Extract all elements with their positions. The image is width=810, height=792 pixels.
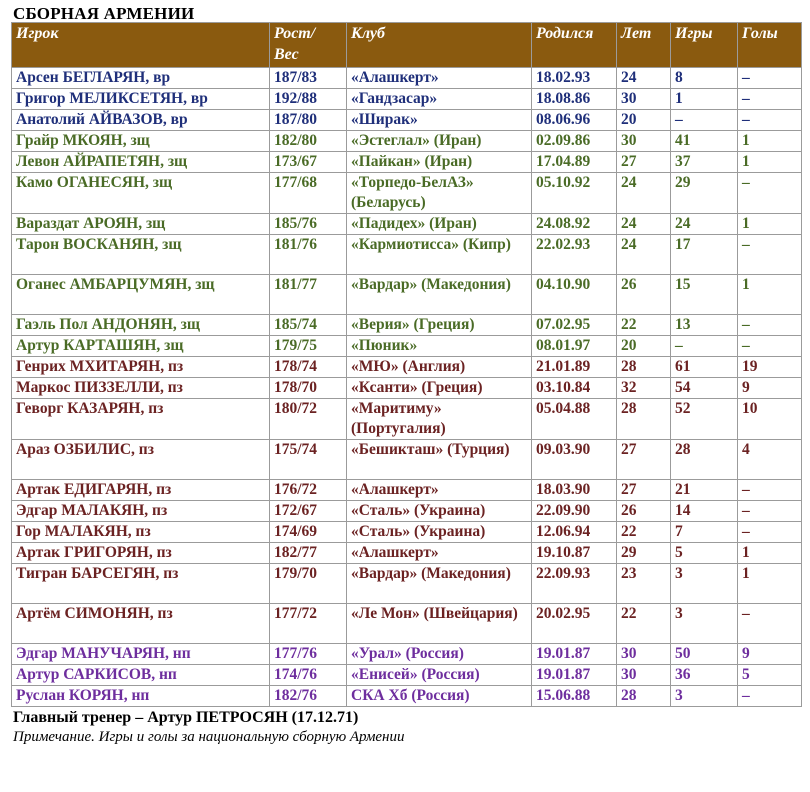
age-cell: 26 [617, 275, 671, 315]
goals-cell: – [738, 235, 802, 275]
games-cell: 29 [671, 173, 738, 214]
games-cell: 50 [671, 644, 738, 665]
birth-date-cell: 18.08.86 [532, 89, 617, 110]
player-name-cell: Тарон ВОСКАНЯН, зщ [12, 235, 270, 275]
player-name-cell: Камо ОГАНЕСЯН, зщ [12, 173, 270, 214]
age-cell: 22 [617, 315, 671, 336]
club-cell: «МЮ» (Англия) [347, 357, 532, 378]
table-row [12, 315, 802, 336]
birth-date-cell: 20.02.95 [532, 604, 617, 644]
games-cell: – [671, 336, 738, 357]
age-cell: 22 [617, 604, 671, 644]
birth-date-cell: 08.06.96 [532, 110, 617, 131]
table-row [12, 152, 802, 173]
table-body [12, 68, 802, 707]
age-cell: 30 [617, 665, 671, 686]
club-cell: «Вардар» (Македония) [347, 275, 532, 315]
height-weight-cell: 176/72 [270, 480, 347, 501]
games-cell: 52 [671, 399, 738, 440]
games-cell: 36 [671, 665, 738, 686]
table-row [12, 686, 802, 707]
table-row [12, 89, 802, 110]
games-cell: 13 [671, 315, 738, 336]
player-name-cell: Артак ЕДИГАРЯН, пз [12, 480, 270, 501]
table-row [12, 522, 802, 543]
player-name-cell: Левон АЙРАПЕТЯН, зщ [12, 152, 270, 173]
games-cell: 21 [671, 480, 738, 501]
table-row [12, 399, 802, 440]
age-cell: 24 [617, 68, 671, 89]
birth-date-cell: 19.01.87 [532, 644, 617, 665]
goals-cell: 5 [738, 665, 802, 686]
goals-cell: 1 [738, 131, 802, 152]
player-name-cell: Эдгар МАЛАКЯН, пз [12, 501, 270, 522]
age-cell: 26 [617, 501, 671, 522]
height-weight-cell: 179/70 [270, 564, 347, 604]
player-name-cell: Гор МАЛАКЯН, пз [12, 522, 270, 543]
height-weight-cell: 187/80 [270, 110, 347, 131]
table-row [12, 543, 802, 564]
player-name-cell: Артём СИМОНЯН, пз [12, 604, 270, 644]
player-name-cell: Геворг КАЗАРЯН, пз [12, 399, 270, 440]
birth-date-cell: 19.10.87 [532, 543, 617, 564]
club-cell: «Эстеглал» (Иран) [347, 131, 532, 152]
height-weight-cell: 175/74 [270, 440, 347, 480]
age-cell: 30 [617, 644, 671, 665]
goals-cell: – [738, 315, 802, 336]
club-cell: «Пюник» [347, 336, 532, 357]
table-row [12, 336, 802, 357]
goals-cell: – [738, 522, 802, 543]
club-cell: «Кармиотисса» (Кипр) [347, 235, 532, 275]
height-weight-cell: 172/67 [270, 501, 347, 522]
games-cell: 24 [671, 214, 738, 235]
birth-date-cell: 18.03.90 [532, 480, 617, 501]
squad-table [11, 22, 802, 707]
games-cell: 3 [671, 686, 738, 707]
age-cell: 32 [617, 378, 671, 399]
height-weight-cell: 181/76 [270, 235, 347, 275]
header-height-weight: Рост/ Вес [270, 23, 347, 68]
height-weight-cell: 187/83 [270, 68, 347, 89]
games-cell: 1 [671, 89, 738, 110]
height-weight-cell: 173/67 [270, 152, 347, 173]
player-name-cell: Эдгар МАНУЧАРЯН, нп [12, 644, 270, 665]
table-row [12, 357, 802, 378]
player-name-cell: Грайр МКОЯН, зщ [12, 131, 270, 152]
birth-date-cell: 05.04.88 [532, 399, 617, 440]
age-cell: 28 [617, 399, 671, 440]
height-weight-cell: 177/76 [270, 644, 347, 665]
goals-cell: 1 [738, 214, 802, 235]
birth-date-cell: 09.03.90 [532, 440, 617, 480]
table-row [12, 173, 802, 214]
birth-date-cell: 08.01.97 [532, 336, 617, 357]
height-weight-cell: 177/68 [270, 173, 347, 214]
club-cell: «Маритиму» (Португалия) [347, 399, 532, 440]
age-cell: 20 [617, 110, 671, 131]
age-cell: 27 [617, 480, 671, 501]
club-cell: «Падидех» (Иран) [347, 214, 532, 235]
club-cell: «Пайкан» (Иран) [347, 152, 532, 173]
club-cell: «Вардар» (Македония) [347, 564, 532, 604]
club-cell: «Верия» (Греция) [347, 315, 532, 336]
birth-date-cell: 22.09.90 [532, 501, 617, 522]
age-cell: 28 [617, 357, 671, 378]
goals-cell: 1 [738, 275, 802, 315]
games-cell: – [671, 110, 738, 131]
age-cell: 28 [617, 686, 671, 707]
games-cell: 8 [671, 68, 738, 89]
table-row [12, 378, 802, 399]
table-row [12, 214, 802, 235]
height-weight-cell: 182/76 [270, 686, 347, 707]
goals-cell: 4 [738, 440, 802, 480]
goals-cell: – [738, 110, 802, 131]
club-cell: «Алашкерт» [347, 68, 532, 89]
goals-cell: 1 [738, 152, 802, 173]
age-cell: 22 [617, 522, 671, 543]
club-cell: «Ширак» [347, 110, 532, 131]
club-cell: СКА Хб (Россия) [347, 686, 532, 707]
goals-cell: – [738, 604, 802, 644]
player-name-cell: Руслан КОРЯН, нп [12, 686, 270, 707]
height-weight-cell: 185/76 [270, 214, 347, 235]
table-row [12, 440, 802, 480]
player-name-cell: Арсен БЕГЛАРЯН, вр [12, 68, 270, 89]
player-name-cell: Артур КАРТАШЯН, зщ [12, 336, 270, 357]
height-weight-cell: 182/77 [270, 543, 347, 564]
player-name-cell: Гаэль Пол АНДОНЯН, зщ [12, 315, 270, 336]
height-weight-cell: 182/80 [270, 131, 347, 152]
games-cell: 61 [671, 357, 738, 378]
height-weight-cell: 179/75 [270, 336, 347, 357]
age-cell: 30 [617, 131, 671, 152]
height-weight-cell: 174/69 [270, 522, 347, 543]
height-weight-cell: 178/70 [270, 378, 347, 399]
birth-date-cell: 02.09.86 [532, 131, 617, 152]
club-cell: «Енисей» (Россия) [347, 665, 532, 686]
age-cell: 27 [617, 152, 671, 173]
player-name-cell: Артак ГРИГОРЯН, пз [12, 543, 270, 564]
birth-date-cell: 19.01.87 [532, 665, 617, 686]
height-weight-cell: 192/88 [270, 89, 347, 110]
age-cell: 24 [617, 235, 671, 275]
birth-date-cell: 22.09.93 [532, 564, 617, 604]
table-row [12, 665, 802, 686]
player-name-cell: Анатолий АЙВАЗОВ, вр [12, 110, 270, 131]
page-title: СБОРНАЯ АРМЕНИИ [13, 4, 195, 23]
player-name-cell: Маркос ПИЗЗЕЛЛИ, пз [12, 378, 270, 399]
games-cell: 17 [671, 235, 738, 275]
header-born: Родился [532, 23, 617, 68]
table-row [12, 110, 802, 131]
goals-cell: 10 [738, 399, 802, 440]
footnote: Примечание. Игры и голы за национальную сборную Армении [13, 729, 405, 745]
player-name-cell: Григор МЕЛИКСЕТЯН, вр [12, 89, 270, 110]
goals-cell: 1 [738, 543, 802, 564]
header-age: Лет [617, 23, 671, 68]
document-page [11, 5, 801, 747]
table-row [12, 235, 802, 275]
goals-cell: – [738, 336, 802, 357]
club-cell: «Ксанти» (Греция) [347, 378, 532, 399]
club-cell: «Сталь» (Украина) [347, 501, 532, 522]
header-games: Игры [671, 23, 738, 68]
goals-cell: – [738, 173, 802, 214]
head-coach: Главный тренер – Артур ПЕТРОСЯН (17.12.71) [13, 709, 359, 726]
table-row [12, 604, 802, 644]
height-weight-cell: 178/74 [270, 357, 347, 378]
age-cell: 27 [617, 440, 671, 480]
player-name-cell: Вараздат АРОЯН, зщ [12, 214, 270, 235]
club-cell: «Алашкерт» [347, 543, 532, 564]
goals-cell: – [738, 68, 802, 89]
goals-cell: 19 [738, 357, 802, 378]
goals-cell: – [738, 686, 802, 707]
height-weight-cell: 174/76 [270, 665, 347, 686]
club-cell: «Алашкерт» [347, 480, 532, 501]
table-header-row [12, 23, 802, 68]
goals-cell: 1 [738, 564, 802, 604]
games-cell: 3 [671, 604, 738, 644]
table-row [12, 480, 802, 501]
games-cell: 3 [671, 564, 738, 604]
games-cell: 41 [671, 131, 738, 152]
table-row [12, 564, 802, 604]
age-cell: 30 [617, 89, 671, 110]
age-cell: 23 [617, 564, 671, 604]
club-cell: «Торпедо-БелАЗ» (Беларусь) [347, 173, 532, 214]
goals-cell: – [738, 480, 802, 501]
player-name-cell: Араз ОЗБИЛИС, пз [12, 440, 270, 480]
birth-date-cell: 05.10.92 [532, 173, 617, 214]
player-name-cell: Тигран БАРСЕГЯН, пз [12, 564, 270, 604]
games-cell: 5 [671, 543, 738, 564]
birth-date-cell: 18.02.93 [532, 68, 617, 89]
club-cell: «Урал» (Россия) [347, 644, 532, 665]
header-goals: Голы [738, 23, 802, 68]
player-name-cell: Генрих МХИТАРЯН, пз [12, 357, 270, 378]
club-cell: «Гандзасар» [347, 89, 532, 110]
games-cell: 15 [671, 275, 738, 315]
player-name-cell: Артур САРКИСОВ, нп [12, 665, 270, 686]
goals-cell: 9 [738, 378, 802, 399]
birth-date-cell: 07.02.95 [532, 315, 617, 336]
games-cell: 37 [671, 152, 738, 173]
birth-date-cell: 22.02.93 [532, 235, 617, 275]
birth-date-cell: 03.10.84 [532, 378, 617, 399]
birth-date-cell: 12.06.94 [532, 522, 617, 543]
games-cell: 14 [671, 501, 738, 522]
birth-date-cell: 04.10.90 [532, 275, 617, 315]
club-cell: «Сталь» (Украина) [347, 522, 532, 543]
games-cell: 54 [671, 378, 738, 399]
table-row [12, 644, 802, 665]
age-cell: 20 [617, 336, 671, 357]
table-row [12, 68, 802, 89]
age-cell: 24 [617, 214, 671, 235]
height-weight-cell: 177/72 [270, 604, 347, 644]
header-player: Игрок [12, 23, 270, 68]
goals-cell: – [738, 501, 802, 522]
header-club: Клуб [347, 23, 532, 68]
birth-date-cell: 15.06.88 [532, 686, 617, 707]
height-weight-cell: 180/72 [270, 399, 347, 440]
games-cell: 7 [671, 522, 738, 543]
games-cell: 28 [671, 440, 738, 480]
table-row [12, 275, 802, 315]
club-cell: «Бешикташ» (Турция) [347, 440, 532, 480]
table-row [12, 501, 802, 522]
player-name-cell: Оганес АМБАРЦУМЯН, зщ [12, 275, 270, 315]
table-row [12, 131, 802, 152]
birth-date-cell: 24.08.92 [532, 214, 617, 235]
birth-date-cell: 17.04.89 [532, 152, 617, 173]
age-cell: 29 [617, 543, 671, 564]
age-cell: 24 [617, 173, 671, 214]
goals-cell: – [738, 89, 802, 110]
birth-date-cell: 21.01.89 [532, 357, 617, 378]
club-cell: «Ле Мон» (Швейцария) [347, 604, 532, 644]
height-weight-cell: 181/77 [270, 275, 347, 315]
height-weight-cell: 185/74 [270, 315, 347, 336]
goals-cell: 9 [738, 644, 802, 665]
